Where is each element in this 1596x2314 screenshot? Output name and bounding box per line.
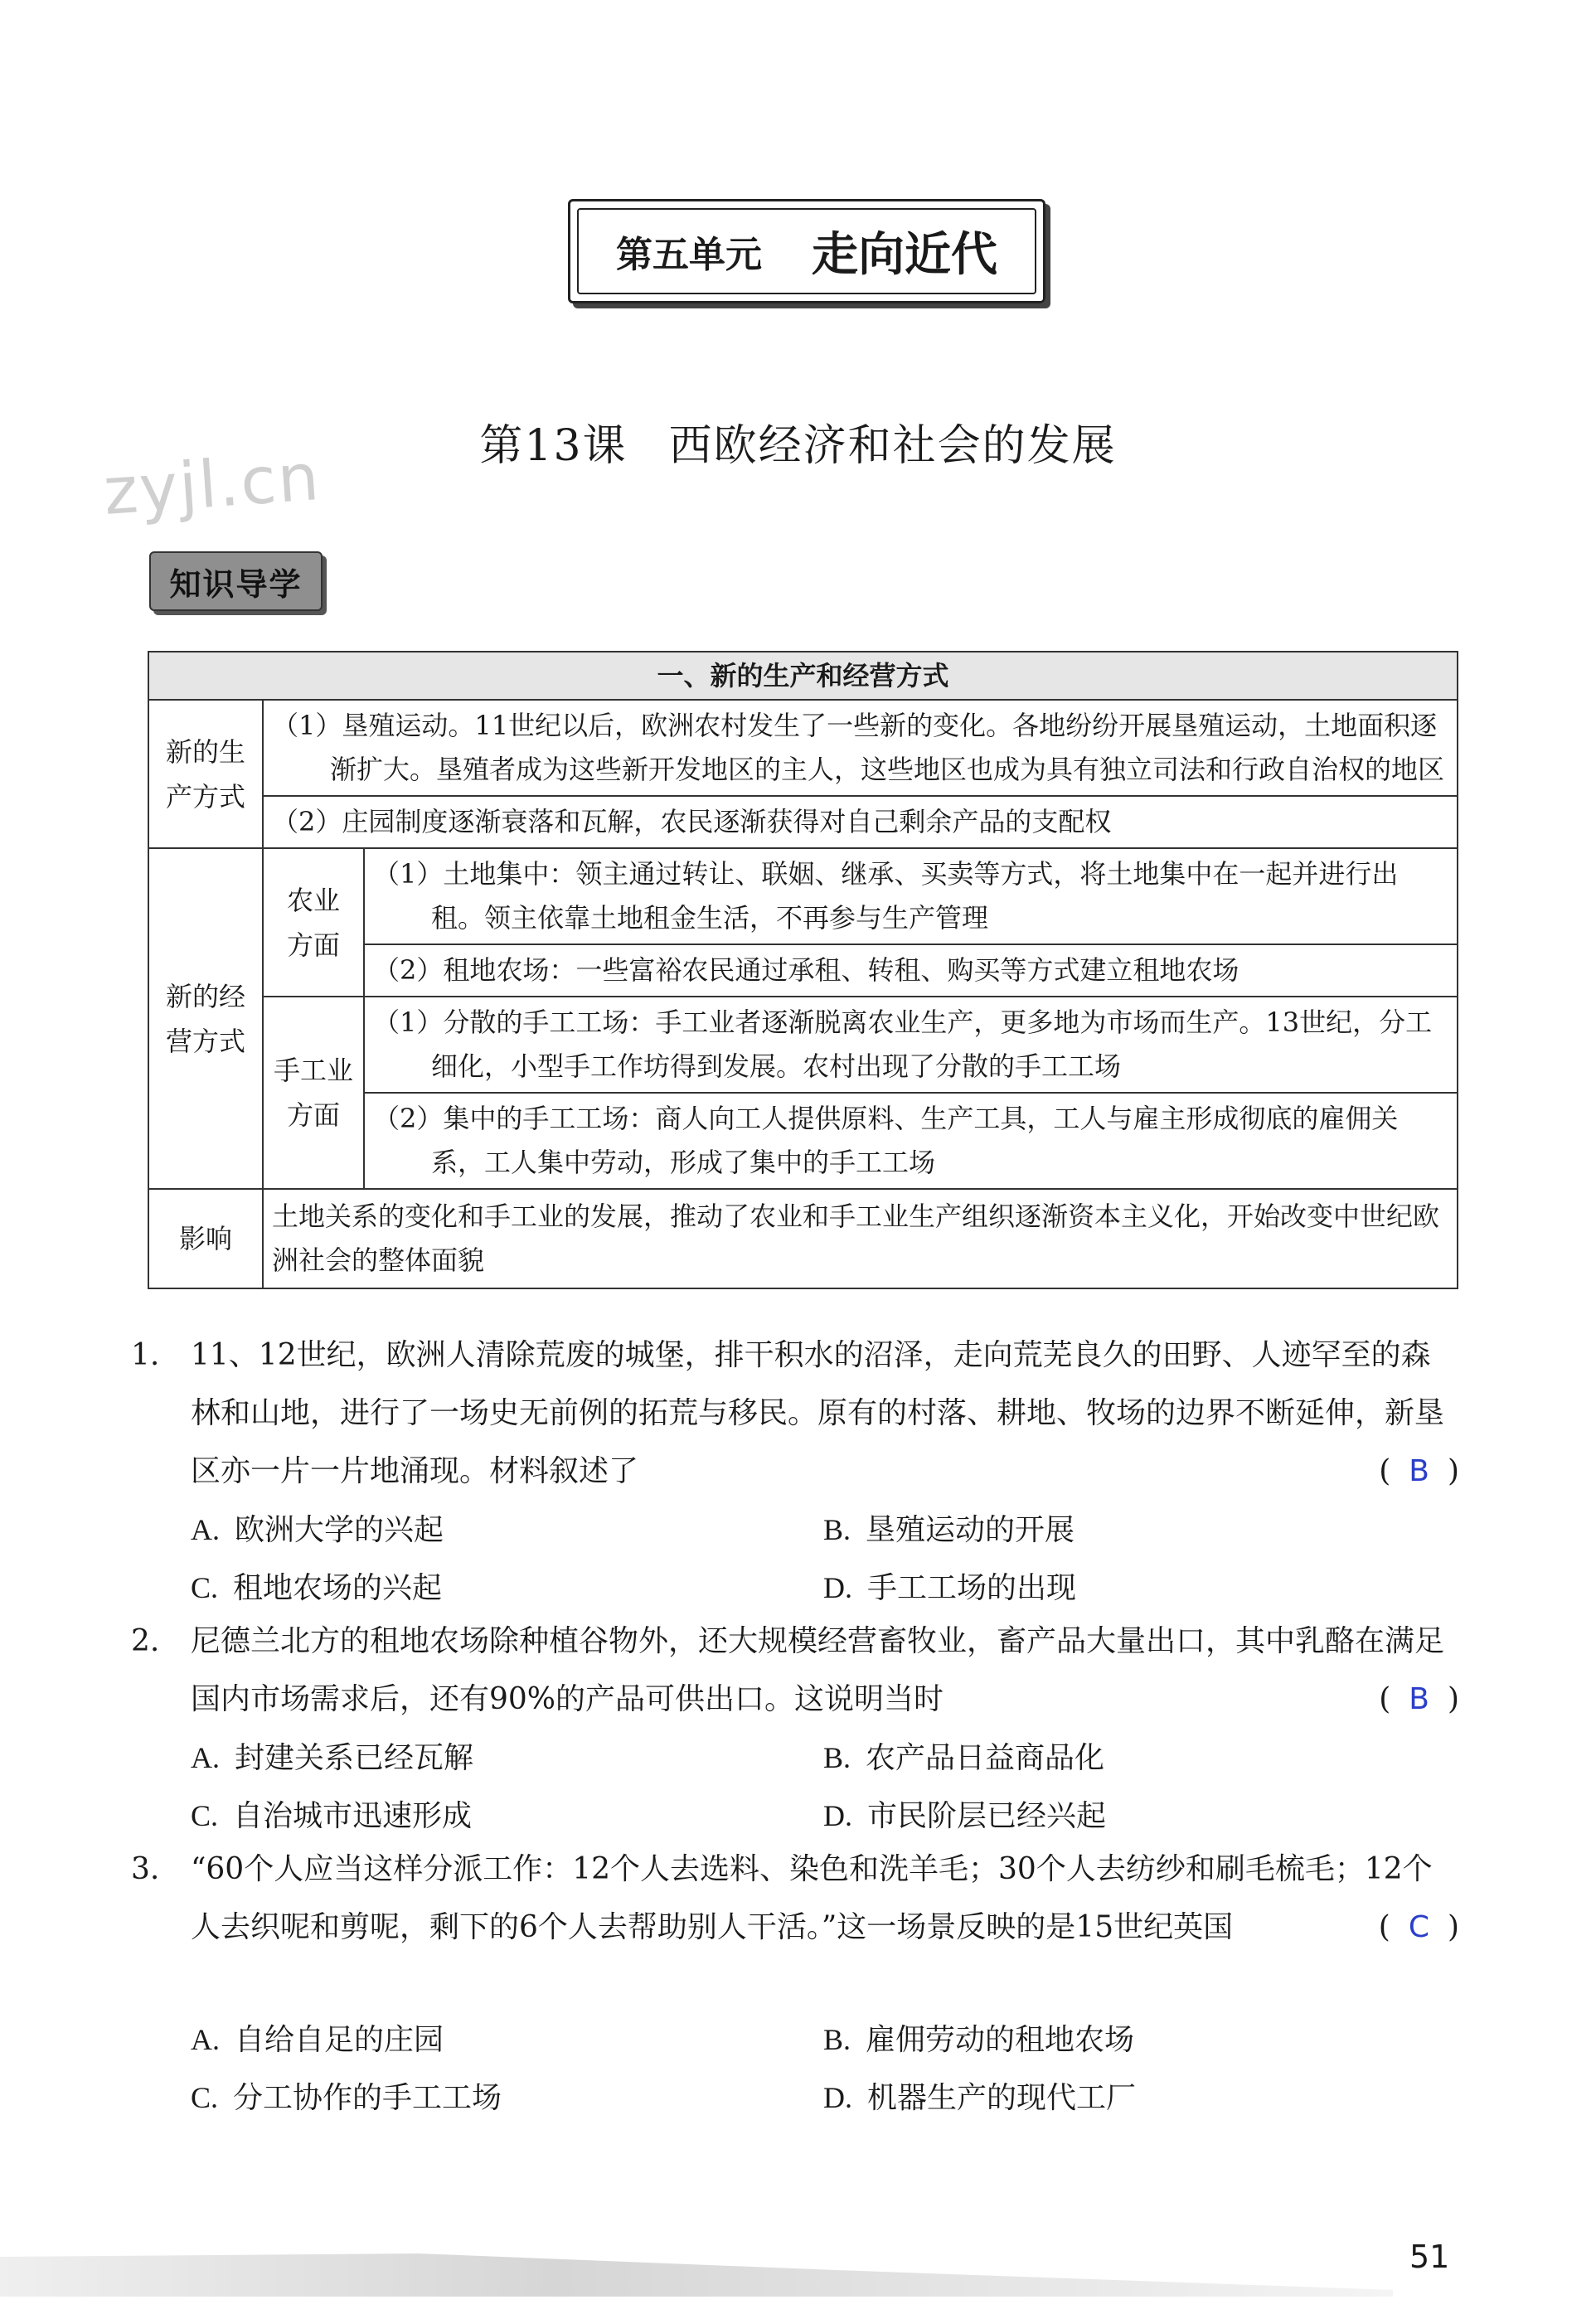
option-letter: D. xyxy=(823,2081,852,2114)
answer-bracket: ( B ) xyxy=(1379,1454,1459,1488)
category-label-line: 新的生 xyxy=(165,735,245,768)
subcategory-label-line: 方面 xyxy=(286,1099,340,1131)
option-letter: C. xyxy=(191,2081,219,2114)
option-c xyxy=(191,2069,502,2127)
option-text: 自治城市迅速形成 xyxy=(233,1799,473,1833)
knowledge-table xyxy=(148,651,1458,1289)
option-text: 市民阶层已经兴起 xyxy=(867,1799,1107,1833)
option-text: 农产品日益商品化 xyxy=(866,1741,1105,1775)
production-item-2: （2）庄园制度逐渐衰落和瓦解，农民逐渐获得对自己剩余产品的支配权 xyxy=(263,796,1458,848)
option-letter: C. xyxy=(191,1799,219,1832)
table-row xyxy=(148,796,1458,848)
table-row xyxy=(148,1189,1458,1288)
watermark: zyjl.cn xyxy=(101,439,323,531)
unit-title: 走向近代 xyxy=(812,227,997,282)
category-production xyxy=(148,700,263,848)
lesson-number: 第13课 xyxy=(479,421,628,471)
answer-letter: B xyxy=(1409,1682,1429,1716)
option-text: 垦殖运动的开展 xyxy=(866,1513,1075,1547)
answer-bracket: ( C ) xyxy=(1378,1910,1459,1944)
subcategory-label-line: 手工业 xyxy=(273,1055,353,1086)
option-d xyxy=(823,1787,1106,1846)
option-a xyxy=(191,2011,444,2069)
table-row xyxy=(148,848,1458,944)
question-stem: 尼德兰北方的租地农场除种植谷物外，还大规模经营畜牧业，畜产品大量出口，其中乳酪在满足国内市场需求后，还有90%的产品可供出口。这说明当时 xyxy=(191,1624,1445,1716)
lesson-title xyxy=(0,410,1596,473)
impact-text: 土地关系的变化和手工业的发展，推动了农业和手工业生产组织逐渐资本主义化，开始改变中世纪欧洲社会的整体面貌 xyxy=(263,1189,1458,1288)
category-label-line: 新的经 xyxy=(165,980,245,1012)
agriculture-item-1: （1）土地集中：领主通过转让、联姻、继承、买卖等方式，将土地集中在一起并进行出租。领主依靠土地租金生活，不再参与生产管理 xyxy=(364,848,1458,944)
lesson-name: 西欧经济和社会的发展 xyxy=(668,421,1117,471)
option-b xyxy=(823,2011,1134,2069)
option-text: 租地农场的兴起 xyxy=(233,1571,443,1605)
option-c xyxy=(191,1787,472,1846)
answer-bracket: ( B ) xyxy=(1379,1682,1459,1716)
question-1 xyxy=(131,1327,1459,1501)
handicraft-item-2: （2）集中的手工工场：商人向工人提供原料、生产工具，工人与雇主形成彻底的雇佣关系，工人集中劳动，形成了集中的手工工场 xyxy=(364,1093,1458,1189)
option-letter: B. xyxy=(823,1741,851,1774)
option-letter: D. xyxy=(823,1571,852,1604)
table-row xyxy=(148,997,1458,1093)
agriculture-item-2: （2）租地农场：一些富裕农民通过承租、转租、购买等方式建立租地农场 xyxy=(364,944,1458,997)
answer-letter: B xyxy=(1409,1454,1429,1488)
option-letter: B. xyxy=(823,2023,851,2056)
page-number: 51 xyxy=(1409,2239,1450,2275)
table-header-row xyxy=(148,652,1458,700)
option-c xyxy=(191,1559,442,1618)
question-3 xyxy=(131,1841,1459,1957)
category-label-line: 营方式 xyxy=(165,1025,245,1057)
category-management xyxy=(148,848,263,1189)
option-text: 雇佣劳动的租地农场 xyxy=(866,2023,1135,2057)
option-text: 手工工场的出现 xyxy=(867,1571,1077,1605)
option-letter: C. xyxy=(191,1571,219,1604)
production-item-1: （1）垦殖运动。11世纪以后，欧洲农村发生了一些新的变化。各地纷纷开展垦殖运动，土地面积逐渐扩大。垦殖者成为这些新开发地区的主人，这些地区也成为具有独立司法和行政自治权的地区 xyxy=(263,700,1458,796)
option-a xyxy=(191,1501,444,1560)
option-d xyxy=(823,1559,1076,1618)
subcategory-label-line: 农业 xyxy=(286,884,340,916)
question-number: 1. xyxy=(131,1338,160,1372)
option-letter: B. xyxy=(823,1513,851,1546)
category-impact: 影响 xyxy=(148,1189,263,1288)
option-text: 欧洲大学的兴起 xyxy=(235,1513,444,1547)
unit-label: 第五单元 xyxy=(616,234,762,276)
question-stem: 11、12世纪，欧洲人清除荒废的城堡，排干积水的沼泽，走向荒芜良久的田野、人迹罕至的森林和山地，进行了一场史无前例的拓荒与移民。原有的村落、耕地、牧场的边界不断延伸，新垦区亦一片一片地涌现。材料叙述了 xyxy=(191,1338,1445,1488)
option-letter: A. xyxy=(191,1741,220,1774)
question-2 xyxy=(131,1613,1459,1729)
answer-letter: C xyxy=(1408,1910,1429,1944)
handicraft-item-1: （1）分散的手工工场：手工业者逐渐脱离农业生产，更多地为市场而生产。13世纪，分工细化，小型手工作坊得到发展。农村出现了分散的手工工场 xyxy=(364,997,1458,1093)
unit-banner xyxy=(568,199,1045,303)
subcategory-label-line: 方面 xyxy=(286,929,340,961)
category-label-line: 产方式 xyxy=(165,780,245,813)
question-number: 2. xyxy=(131,1624,160,1658)
table-header: 一、新的生产和经营方式 xyxy=(148,652,1458,700)
option-text: 封建关系已经瓦解 xyxy=(235,1741,474,1775)
question-stem: “60个人应当这样分派工作：12个人去选料、染色和洗羊毛；30个人去纺纱和刷毛梳毛；12个人去织呢和剪呢，剩下的6个人去帮助别人干活。”这一场景反映的是15世纪英国 xyxy=(191,1852,1433,1944)
option-b xyxy=(823,1501,1075,1560)
option-letter: A. xyxy=(191,1513,220,1546)
option-letter: D. xyxy=(823,1799,852,1832)
subcategory-agriculture xyxy=(263,848,364,997)
option-text: 分工协作的手工工场 xyxy=(233,2081,502,2115)
option-d xyxy=(823,2069,1136,2127)
question-number: 3. xyxy=(131,1852,160,1886)
section-badge: 知识导学 xyxy=(149,551,323,611)
option-a xyxy=(191,1729,473,1788)
footer-decoration xyxy=(0,2230,1393,2297)
option-letter: A. xyxy=(191,2023,220,2056)
subcategory-handicraft xyxy=(263,997,364,1189)
option-text: 自给自足的庄园 xyxy=(235,2023,444,2057)
table-row xyxy=(148,700,1458,796)
option-b xyxy=(823,1729,1104,1788)
option-text: 机器生产的现代工厂 xyxy=(867,2081,1137,2115)
